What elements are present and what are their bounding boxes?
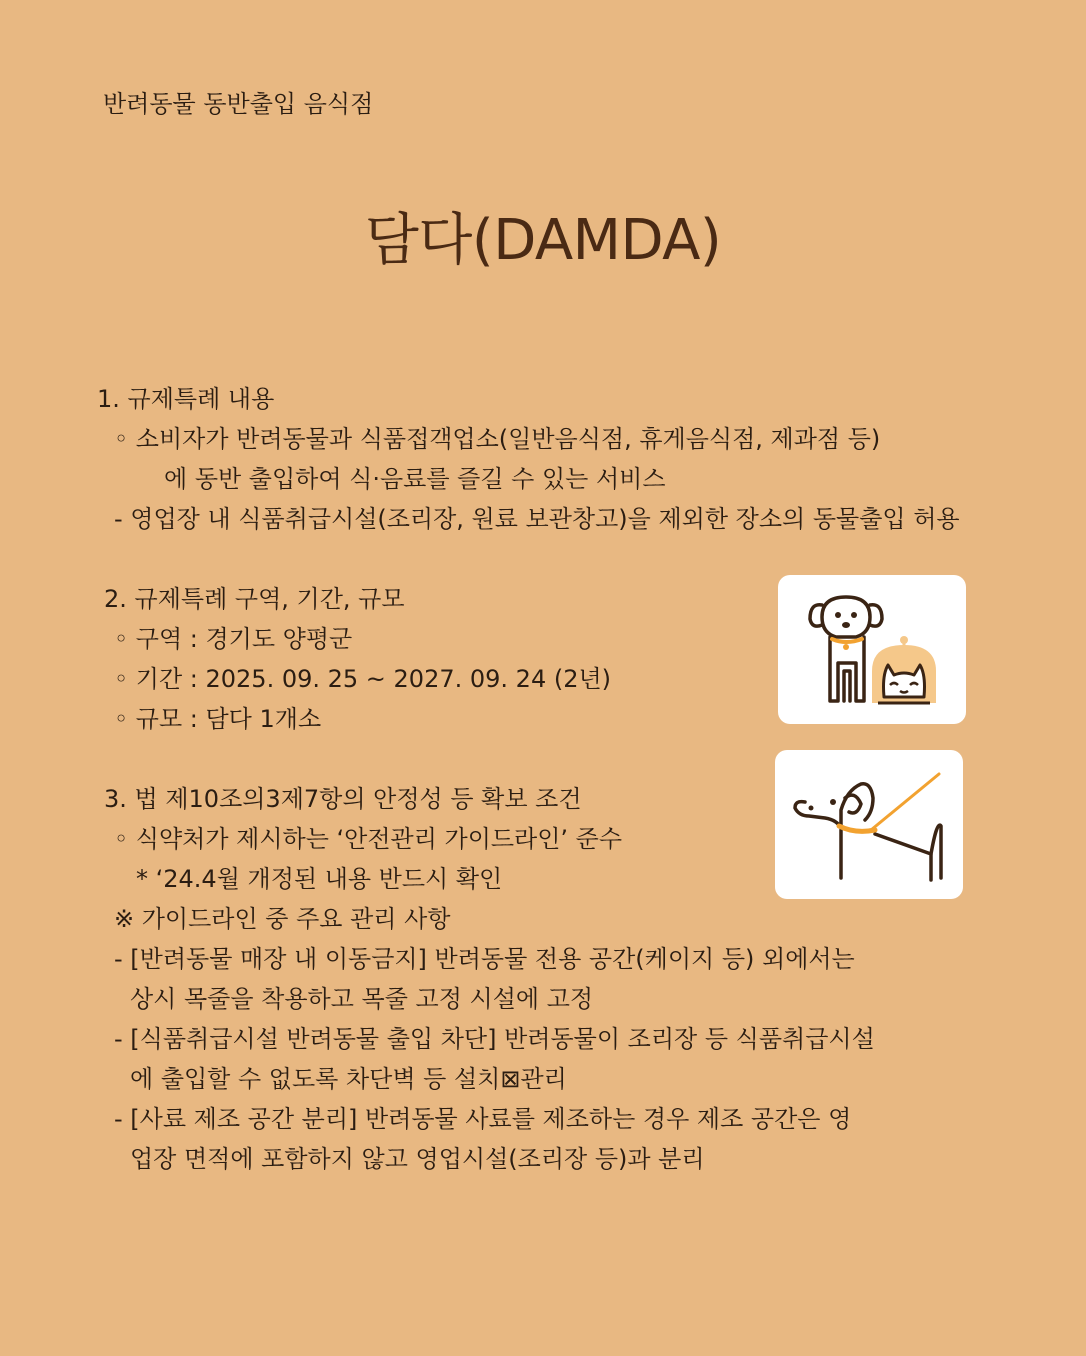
guideline-heading: ※ 가이드라인 중 주요 관리 사항 — [114, 905, 451, 933]
illustration-card-dog-cat — [778, 575, 966, 724]
guideline-item3-line1: - [사료 제조 공간 분리] 반려동물 사료를 제조하는 경우 제조 공간은 영 — [114, 1105, 852, 1133]
section1-bullet-line2: 에 동반 출입하여 식·음료를 즐길 수 있는 서비스 — [164, 465, 666, 493]
section1-heading: 1. 규제특례 내용 — [97, 385, 275, 413]
section1-dash-item: - 영업장 내 식품취급시설(조리장, 원료 보관창고)을 제외한 장소의 동물출입 허용 — [114, 505, 960, 533]
section1-bullet-line1: ◦ 소비자가 반려동물과 식품접객업소(일반음식점, 휴게음식점, 제과점 등) — [114, 425, 881, 453]
illustration-card-dog-leash — [775, 750, 963, 899]
guideline-item3-line2: 업장 면적에 포함하지 않고 영업시설(조리장 등)과 분리 — [130, 1145, 705, 1173]
guideline-item2-line1: - [식품취급시설 반려동물 출입 차단] 반려동물이 조리장 등 식품취급시설 — [114, 1025, 875, 1053]
section2-heading: 2. 규제특례 구역, 기간, 규모 — [104, 585, 405, 613]
section2-scale: ◦ 규모 : 담다 1개소 — [114, 705, 322, 733]
section3-bullet: ◦ 식약처가 제시하는 ‘안전관리 가이드라인’ 준수 — [114, 825, 623, 853]
dog-and-cat-icon — [778, 575, 966, 724]
dog-leash-icon — [775, 750, 963, 899]
page-title: 담다(DAMDA) — [364, 208, 722, 273]
category-label: 반려동물 동반출입 음식점 — [103, 90, 374, 118]
guideline-item2-line2: 에 출입할 수 없도록 차단벽 등 설치⊠관리 — [130, 1065, 567, 1093]
section2-area: ◦ 구역 : 경기도 양평군 — [114, 625, 353, 653]
guideline-item1-line2: 상시 목줄을 착용하고 목줄 고정 시설에 고정 — [130, 985, 594, 1013]
guideline-item1-line1: - [반려동물 매장 내 이동금지] 반려동물 전용 공간(케이지 등) 외에서는 — [114, 945, 855, 973]
section2-period: ◦ 기간 : 2025. 09. 25 ~ 2027. 09. 24 (2년) — [114, 665, 612, 693]
section3-heading: 3. 법 제10조의3제7항의 안정성 등 확보 조건 — [104, 785, 582, 813]
section3-note: * ‘24.4월 개정된 내용 반드시 확인 — [136, 865, 503, 893]
